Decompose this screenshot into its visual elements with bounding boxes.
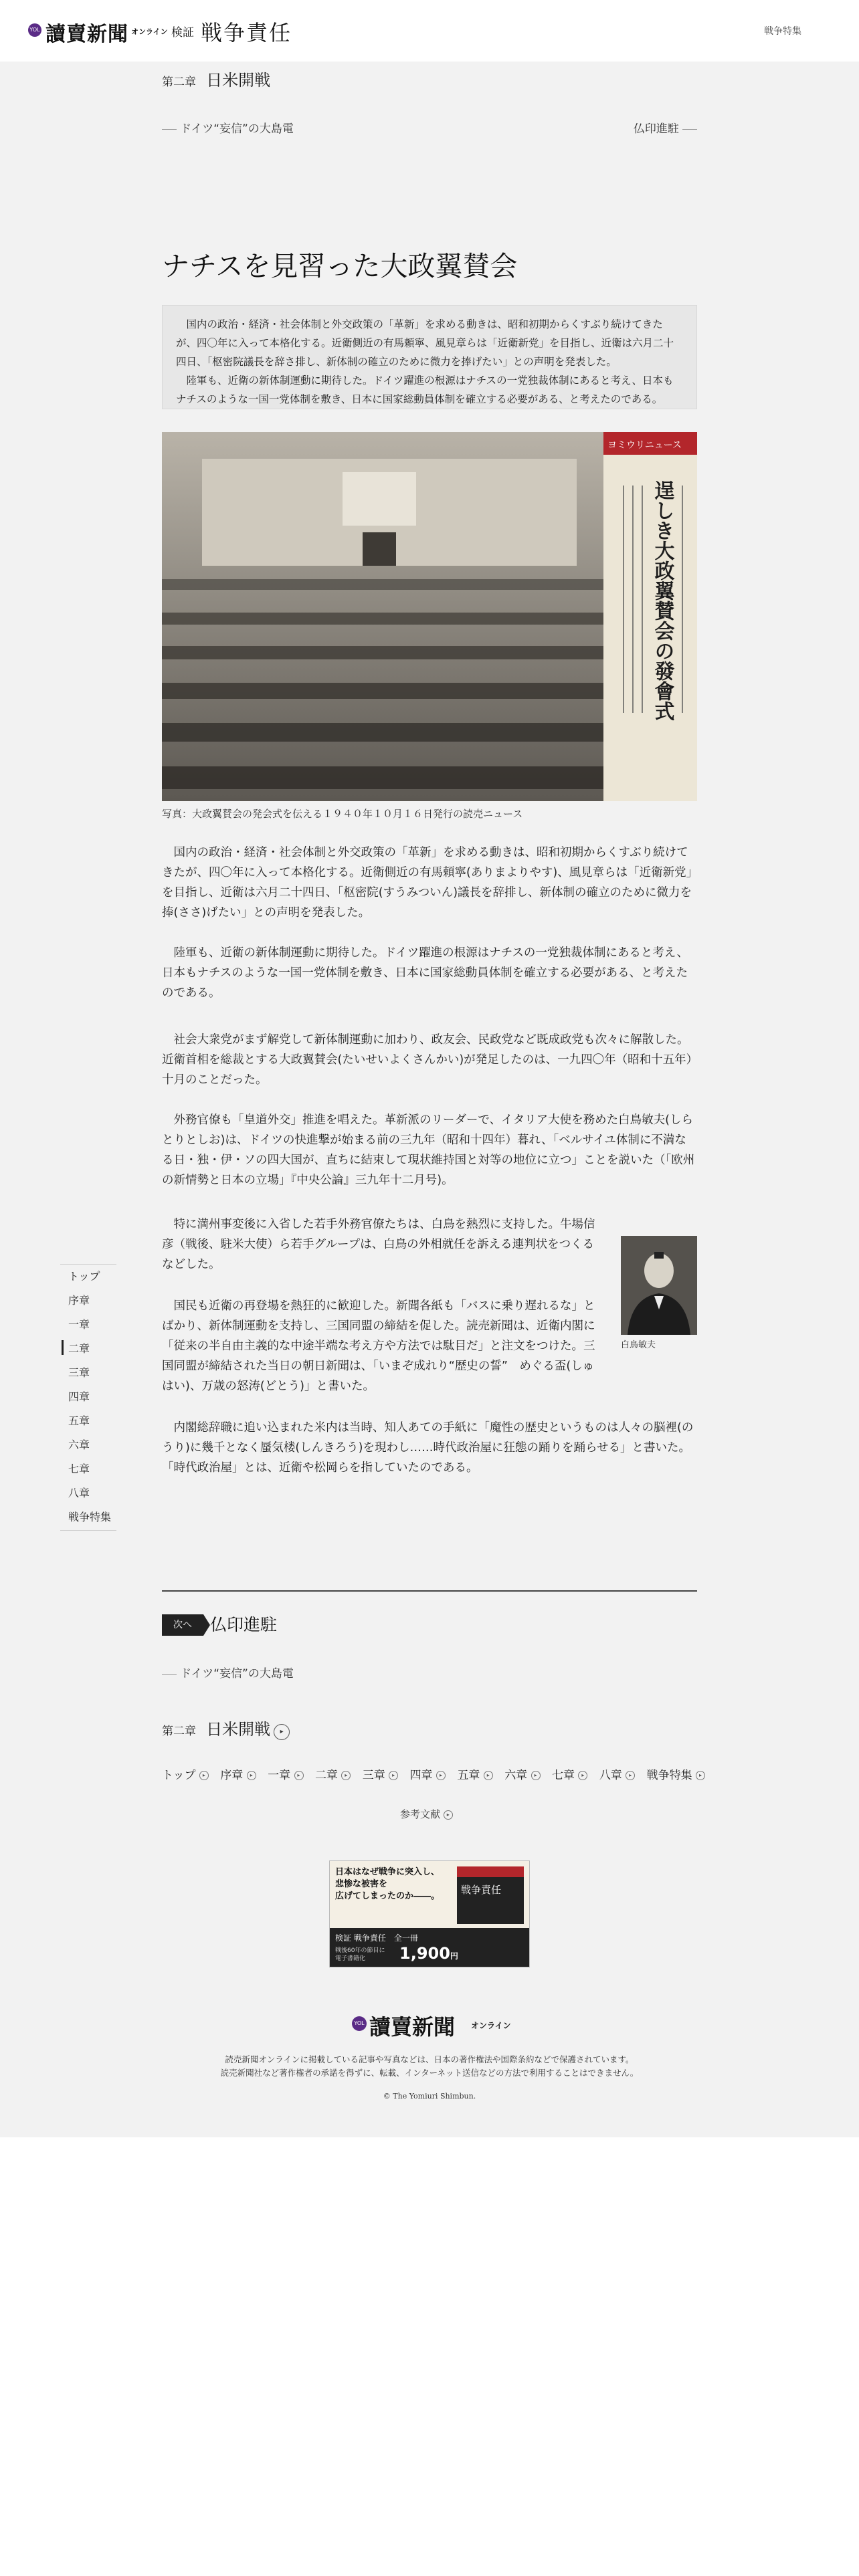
sidenav-item-chapter7[interactable]: 七章	[68, 1463, 90, 1475]
chapnav-label: 戦争特集	[646, 1769, 692, 1782]
sidenav-item-war-feature[interactable]: 戦争特集	[68, 1511, 112, 1523]
article-body-5	[162, 1214, 597, 1275]
article-summary	[162, 305, 697, 409]
shiratori-portrait	[621, 1236, 697, 1335]
article-body-3	[162, 1030, 697, 1090]
sidenav-item-chapter8[interactable]: 八章	[68, 1487, 90, 1499]
article-body-4	[162, 1110, 697, 1190]
copyright: © The Yomiuri Shimbun.	[383, 2092, 476, 2101]
prev-next-nav	[162, 119, 697, 136]
arrow-circle-icon: ▸	[436, 1771, 446, 1780]
chapter-footer-number: 第二章	[162, 1725, 196, 1738]
sidenav-item-chapter4[interactable]: 四章	[68, 1390, 90, 1403]
arrow-circle-icon: ▸	[294, 1771, 304, 1780]
chapnav-label: 二章	[314, 1769, 338, 1782]
play-circle-icon: ▸	[274, 1724, 290, 1740]
chapnav-label: トップ	[162, 1769, 196, 1782]
chapnav-chapter4[interactable]	[410, 1769, 446, 1782]
photo-caption: 写真：大政翼賛会の発会式を伝える１９４０年１０月１６日発行の読売ニュース	[162, 808, 523, 820]
book-cover	[457, 1866, 524, 1924]
sidenav-item-top[interactable]: トップ	[68, 1270, 100, 1283]
summary-paragraph: 陸軍も、近衛の新体制運動に期待した。ドイツ躍進の根源はナチスの一党独裁体制にあると考え、日本もナチスのような一国一党体制を敷き、日本に国家総動員体制を確立する必要がある、と考えたのである。	[176, 374, 674, 405]
banner-line: 悲惨な被害を	[335, 1879, 388, 1889]
footer-copyright-note: 読売新聞社など著作権者の承諾を得ずに、転載、インターネット送信などの方法で利用することはできません。	[220, 2068, 639, 2078]
footer-logo[interactable]: 讀賣新聞	[369, 2014, 456, 2040]
body-paragraph: 外務官僚も「皇道外交」推進を唱えた。革新派のリーダーで、イタリア大使を務めた白鳥敏夫(しらとりとしお)は、ドイツの快進撃が始まる前の三九年（昭和十四年）暮れ、「ベルサイユ体制に不満なる日・独・伊・ソの四大国が、直ちに結束して現状維持国と対等の地位に立つ」ことを説いた（「欧州の新情勢と日本の立場」『中央公論』三九年十二月号)。	[162, 1113, 695, 1187]
prev-section-label: ドイツ“妄信”の大島電	[180, 1667, 294, 1681]
banner-sub	[335, 1947, 385, 1963]
chapter-footer-title: 日米開戦	[206, 1720, 271, 1739]
chapnav-chapter8[interactable]	[599, 1769, 635, 1782]
banner-price	[399, 1944, 458, 1963]
logo-online-label[interactable]: オンライン	[131, 27, 168, 36]
banner-book-title: 検証 戦争責任 全一冊	[335, 1933, 418, 1943]
chapnav-prologue[interactable]	[220, 1769, 256, 1782]
sidenav-item-chapter2[interactable]: 二章	[68, 1342, 90, 1355]
sidenav-item-chapter5[interactable]: 五章	[68, 1414, 90, 1427]
next-badge: 次へ	[162, 1614, 203, 1636]
sidenav-item-prologue[interactable]: 序章	[68, 1294, 90, 1307]
sidenav-item-chapter6[interactable]: 六章	[68, 1438, 90, 1451]
arrow-circle-icon: ▸	[696, 1771, 705, 1780]
chapnav-label: 八章	[599, 1769, 622, 1782]
chapnav-label: 七章	[552, 1769, 575, 1782]
war-feature-link[interactable]: 戦争特集	[764, 26, 801, 37]
next-article-label: 仏印進駐	[633, 122, 679, 136]
footer-logo-online[interactable]: オンライン	[471, 2021, 511, 2030]
arrow-circle-icon: ▸	[531, 1771, 541, 1780]
body-paragraph: 国内の政治・経済・社会体制と外交政策の「革新」を求める動きは、昭和初期からくすぶり続けてきたが、四〇年に入って本格化する。近衛側近の有馬頼寧(ありまよりやす)、風見章らは「近衛新党」を目指し、近衛は六月二十四日、「枢密院(すうみついん)議長を辞排し、新体制の確立のために微力を捧(ささ)げたい」との声明を発表した。	[162, 846, 692, 920]
chapnav-chapter3[interactable]	[363, 1769, 398, 1782]
chapnav-label: 三章	[362, 1769, 385, 1782]
chapnav-chapter5[interactable]	[457, 1769, 492, 1782]
dash-icon	[162, 129, 177, 130]
body-paragraph: 陸軍も、近衛の新体制運動に期待した。ドイツ躍進の根源はナチスの一党独裁体制にあると考え、日本もナチスのような一国一党体制を敷き、日本に国家総動員体制を確立する必要がある、と考えたのである。	[162, 946, 688, 1000]
next-arrow-icon	[203, 1614, 210, 1636]
arrow-circle-icon: ▸	[484, 1771, 493, 1780]
body-paragraph: 特に満州事変後に入省した若手外務官僚たちは、白鳥を熱烈に支持した。牛場信彦（戦後、駐米大使）ら若手グループは、白鳥の外相就任を訴える連判状をつくるなどした。	[162, 1218, 595, 1271]
chapnav-war-feature[interactable]	[647, 1769, 705, 1782]
portrait-caption: 白鳥敏夫	[621, 1340, 656, 1350]
chapnav-label: 五章	[457, 1769, 480, 1782]
dash-icon	[682, 129, 697, 130]
section-divider	[162, 1590, 697, 1592]
ceremony-photo-image	[162, 432, 697, 801]
arrow-circle-icon: ▸	[199, 1771, 209, 1780]
footer-copyright-note: 読売新聞オンラインに掲載している記事や写真などは、日本の著作権法や国際条約などで保護されています。	[225, 2054, 634, 2064]
chapnav-chapter2[interactable]	[315, 1769, 351, 1782]
dash-icon	[162, 1674, 177, 1675]
chapter-heading	[162, 67, 697, 90]
references-link[interactable]	[400, 1807, 453, 1821]
prev-article-label: ドイツ“妄信”の大島電	[180, 122, 294, 136]
chapnav-label: 一章	[268, 1769, 291, 1782]
body-paragraph: 社会大衆党がまず解党して新体制運動に加わり、政友会、民政党など既成政党も次々に解散した。近衛首相を総裁とする大政翼賛会(たいせいよくさんかい)が発足したのは、一九四〇年（昭和十五年）十月のことだった。	[162, 1033, 692, 1087]
yomiuri-logo[interactable]: 讀賣新聞	[45, 23, 128, 46]
banner-sub-line: 戦後60年の節目に	[335, 1947, 385, 1954]
chapter-number: 第二章	[162, 76, 196, 89]
article-body-2	[162, 943, 697, 1003]
arrow-circle-icon: ▸	[444, 1810, 453, 1820]
kensho-label: 検証	[171, 26, 194, 39]
page-bottom-blank	[0, 2137, 859, 2576]
chapter-title: 日米開戦	[206, 71, 271, 90]
prev-article-link[interactable]	[162, 119, 294, 136]
arrow-circle-icon: ▸	[626, 1771, 635, 1780]
price-value: 1,900	[399, 1944, 450, 1963]
arrow-circle-icon: ▸	[578, 1771, 587, 1780]
chapnav-chapter7[interactable]	[552, 1769, 587, 1782]
footer-logo-icon[interactable]: YOL	[352, 2016, 367, 2031]
photo-headline: 逞しき大政翼賛会の發會式	[650, 480, 674, 721]
banner-sub-line: 電子書籍化	[335, 1955, 366, 1962]
sidenav-divider	[60, 1264, 116, 1265]
price-unit: 円	[450, 1951, 458, 1961]
arrow-circle-icon: ▸	[341, 1771, 351, 1780]
sidenav-item-chapter3[interactable]: 三章	[68, 1366, 90, 1379]
article-title: ナチスを見習った大政翼賛会	[162, 250, 518, 282]
sidenav-active-indicator	[62, 1340, 64, 1355]
ebook-banner[interactable]	[329, 1860, 530, 1967]
chapnav-chapter1[interactable]	[268, 1769, 303, 1782]
article-body-6	[162, 1296, 603, 1396]
article-photo	[162, 432, 697, 801]
body-paragraph: 内閣総辞職に追い込まれた米内は当時、知人あての手紙に「魔性の歴史というものは人々の脳裡(のうり)に幾千となく蜃気楼(しんきろう)を現わし……時代政治屋に狂態の踊りを踊らせる」と書いた。「時代政治屋」とは、近衛や松岡らを指していたのである。	[162, 1421, 694, 1475]
banner-line: 日本はなぜ戦争に突入し、	[335, 1867, 440, 1877]
sidenav-divider	[60, 1530, 116, 1531]
news-label: ヨミウリニュース	[607, 440, 682, 451]
arrow-circle-icon: ▸	[389, 1771, 398, 1780]
prev-section-link[interactable]	[162, 1664, 294, 1681]
article-body-7	[162, 1418, 697, 1478]
arrow-circle-icon: ▸	[247, 1771, 256, 1780]
chapnav-chapter6[interactable]	[504, 1769, 540, 1782]
banner-copy	[335, 1866, 440, 1903]
site-header	[0, 0, 859, 62]
chapnav-label: 六章	[504, 1769, 528, 1782]
chapnav-top[interactable]	[162, 1769, 209, 1782]
series-title[interactable]: 戦争責任	[201, 20, 292, 45]
banner-line: 広げてしまったのか――。	[335, 1891, 440, 1901]
book-cover-band	[457, 1866, 524, 1877]
chapter-nav-row	[162, 1765, 713, 1782]
next-section-link[interactable]: 仏印進駐	[210, 1615, 278, 1634]
chapter-footer-link[interactable]	[162, 1716, 290, 1740]
references-label: 参考文献	[400, 1808, 441, 1820]
book-cover-title: 戦争責任	[461, 1884, 502, 1896]
body-paragraph: 国民も近衛の再登場を熱狂的に歓迎した。新聞各紙も「バスに乗り遅れるな」とばかり、新体制運動を支持し、三国同盟の締結を促した。読売新聞は、近衛内閣に「従来の半自由主義的な中途半端な考え方や方法では駄目だ」と注文をつけた。三国同盟が締結された当日の朝日新聞は、「いまぞ成れり“歴史の誓” めぐる盃(しゅはい)、万歳の怒涛(どとう)」と書いた。	[162, 1299, 595, 1393]
summary-paragraph: 国内の政治・経済・社会体制と外交政策の「革新」を求める動きは、昭和初期からくすぶり続けてきたが、四〇年に入って本格化する。近衛側近の有馬頼寧、風見章らは「近衛新党」を目指し、近衛は六月二十四日、「枢密院議長を辞さ排し、新体制の確立のために微力を捧げたい」との声明を発表した。	[176, 318, 674, 368]
next-article-link[interactable]	[634, 119, 697, 136]
sidenav-item-chapter1[interactable]: 一章	[68, 1318, 90, 1331]
portrait-image	[621, 1236, 697, 1335]
yomiuri-logo-icon[interactable]: YOL	[28, 23, 41, 37]
chapnav-label: 序章	[220, 1769, 244, 1782]
chapnav-label: 四章	[409, 1769, 433, 1782]
banner-bottom	[330, 1928, 530, 1967]
article-body-1	[162, 843, 697, 923]
